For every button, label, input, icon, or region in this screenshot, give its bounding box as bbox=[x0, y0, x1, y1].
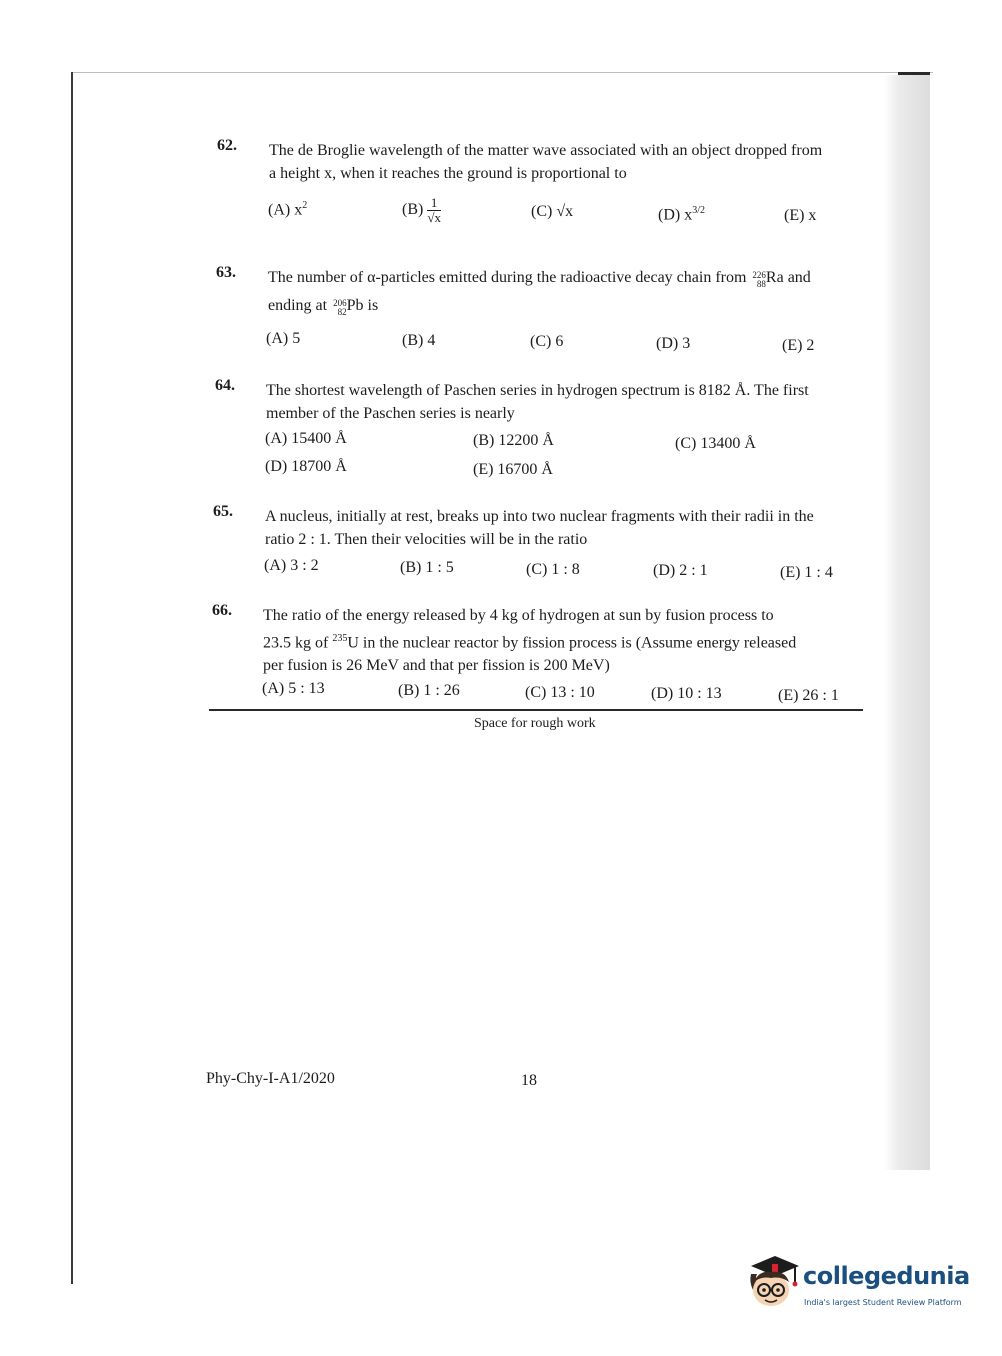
option-c: (C) 6 bbox=[530, 333, 564, 350]
question-number: 62. bbox=[217, 137, 237, 154]
question-text bbox=[263, 604, 873, 677]
question-number: 65. bbox=[213, 503, 233, 520]
question-text-line: per fusion is 26 MeV and that per fission is 200 MeV) bbox=[263, 657, 610, 675]
page-edge-left bbox=[71, 72, 73, 1284]
logo-wordmark: collegedunia bbox=[803, 1262, 970, 1290]
option-d: (D) 2 : 1 bbox=[653, 562, 708, 579]
option-b: (B) 1 : 5 bbox=[400, 559, 454, 576]
divider-line bbox=[209, 709, 863, 711]
question-text-line: The shortest wavelength of Paschen series in hydrogen spectrum is 8182 Å. The first bbox=[266, 382, 809, 399]
option-e: (E) 2 bbox=[782, 337, 815, 354]
question-text-line: a height x, when it reaches the ground is proportional to bbox=[269, 165, 627, 182]
rough-work-label: Space for rough work bbox=[474, 716, 596, 731]
page-number: 18 bbox=[521, 1072, 537, 1089]
paper-code: Phy-Chy-I-A1/2020 bbox=[206, 1070, 335, 1087]
option-d: (D) 18700 Å bbox=[265, 458, 347, 475]
question-text-line: 23.5 kg of $^{235}$U in the nuclear reactor by fission process is (Assume energy released bbox=[263, 633, 797, 652]
question-text-line: The de Broglie wavelength of the matter wave associated with an object dropped from bbox=[269, 142, 823, 159]
option-c: (C) √x bbox=[531, 203, 574, 220]
mascot-icon bbox=[745, 1252, 801, 1314]
option-c: (C) 13 : 10 bbox=[525, 684, 595, 701]
option-e: (E) x bbox=[784, 207, 817, 224]
question-text bbox=[268, 266, 878, 317]
option-d: (D) 3 bbox=[656, 335, 691, 352]
question-text-line: The ratio of the energy released by 4 kg of hydrogen at sun by fusion process to bbox=[263, 607, 774, 624]
question-text-line: The number of α-particles emitted during the radioactive decay chain from 226 88 Ra and bbox=[268, 269, 811, 289]
question-text bbox=[269, 139, 879, 185]
logo-tagline: India's largest Student Review Platform bbox=[804, 1298, 962, 1307]
question-text bbox=[265, 505, 875, 551]
question-text-line: ratio 2 : 1. Then their velocities will be in the ratio bbox=[265, 531, 588, 548]
option-a: (A) $x^2$ bbox=[268, 200, 308, 219]
option-b: (B) $\frac{1}{√x}$ bbox=[402, 195, 441, 225]
option-d: (D) $x^{3/2}$ bbox=[658, 205, 705, 224]
option-c: (C) 13400 Å bbox=[675, 435, 756, 452]
question-text-line: A nucleus, initially at rest, breaks up into two nuclear fragments with their radii in the bbox=[265, 508, 814, 525]
option-b: (B) 12200 Å bbox=[473, 432, 554, 449]
ra-nuclide: 226 88 bbox=[752, 270, 766, 289]
option-d: (D) 10 : 13 bbox=[651, 685, 722, 702]
option-a: (A) 5 : 13 bbox=[262, 680, 325, 697]
option-e: (E) 26 : 1 bbox=[778, 687, 839, 704]
option-b: (B) 1 : 26 bbox=[398, 682, 460, 699]
option-a: (A) 3 : 2 bbox=[264, 557, 319, 574]
collegedunia-logo[interactable] bbox=[745, 1252, 971, 1318]
page-edge-top bbox=[73, 72, 933, 73]
page-binding-shadow bbox=[884, 75, 930, 1170]
pb-nuclide: 206 82 bbox=[333, 298, 347, 317]
question-number: 63. bbox=[216, 264, 236, 281]
option-e: (E) 16700 Å bbox=[473, 461, 553, 478]
question-text-line: member of the Paschen series is nearly bbox=[266, 405, 515, 422]
question-number: 64. bbox=[215, 377, 235, 394]
option-a: (A) 15400 Å bbox=[265, 430, 347, 447]
option-e: (E) 1 : 4 bbox=[780, 564, 833, 581]
question-text bbox=[266, 379, 876, 425]
option-b: (B) 4 bbox=[402, 332, 436, 349]
fraction: $\frac{1}{√x}$ bbox=[427, 195, 441, 225]
option-c: (C) 1 : 8 bbox=[526, 561, 580, 578]
question-number: 66. bbox=[212, 602, 232, 619]
option-a: (A) 5 bbox=[266, 330, 301, 347]
question-text-line: ending at 206 82 Pb is bbox=[268, 297, 379, 317]
